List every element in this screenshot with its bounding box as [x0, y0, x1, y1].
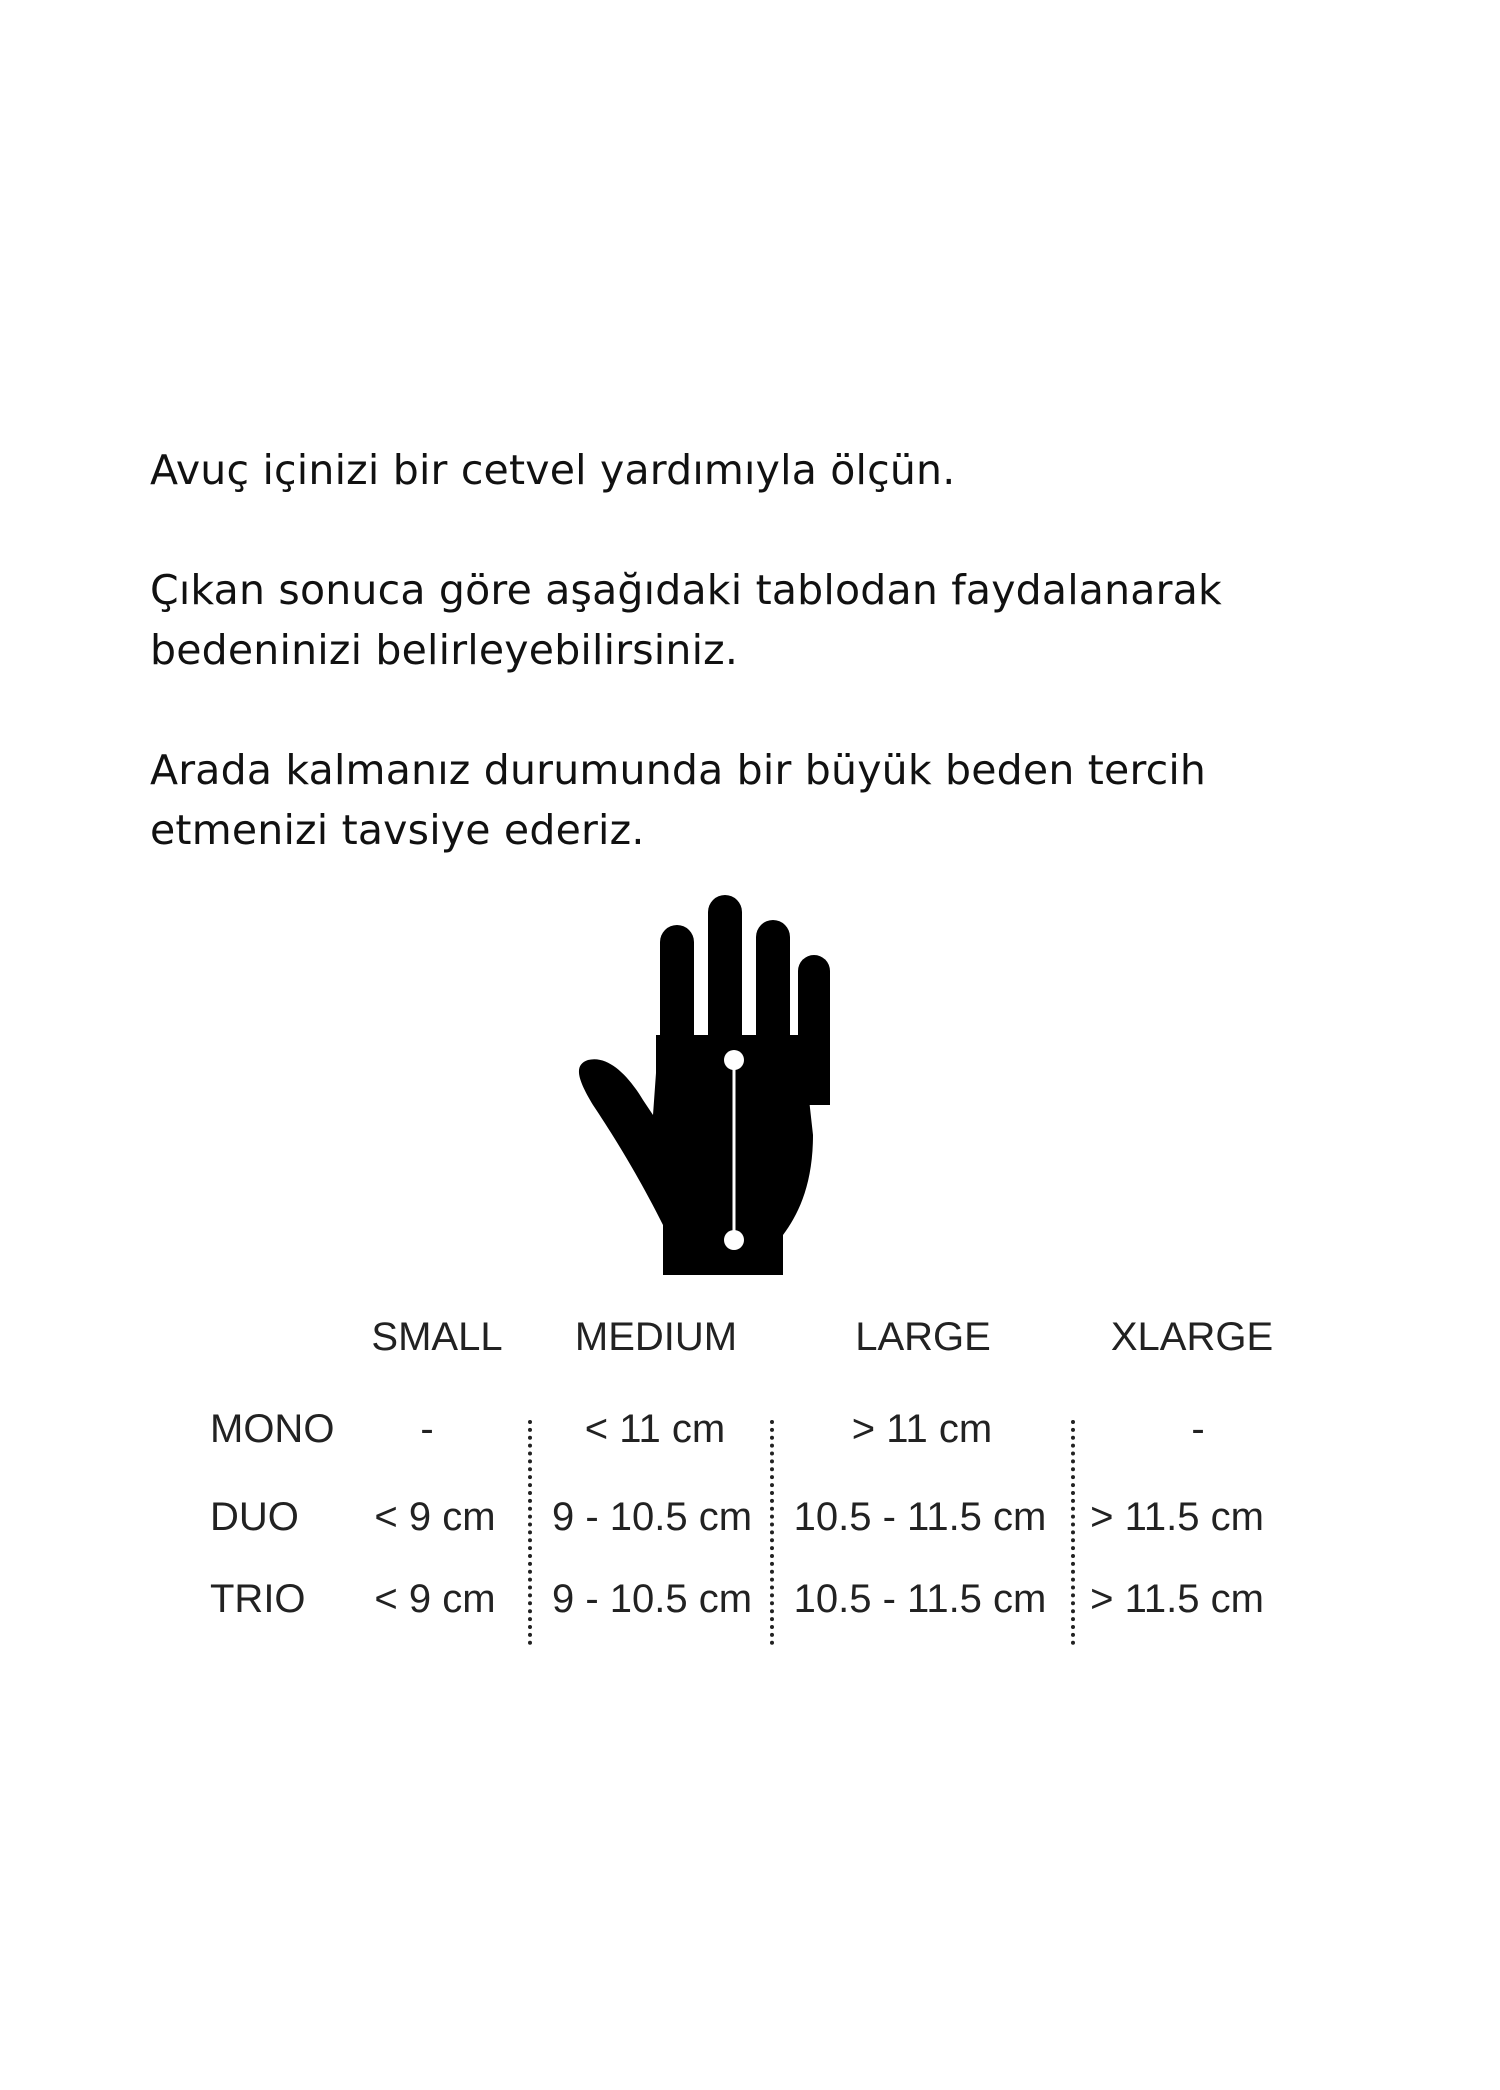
- column-divider: [528, 1420, 532, 1645]
- size-table: [190, 1315, 1320, 1655]
- table-cell: > 11 cm: [851, 1407, 993, 1451]
- column-header-small: SMALL: [371, 1315, 503, 1359]
- table-cell: 10.5 - 11.5 cm: [793, 1495, 1047, 1539]
- table-cell: 10.5 - 11.5 cm: [793, 1577, 1047, 1621]
- table-cell: < 9 cm: [374, 1495, 496, 1539]
- column-header-large: LARGE: [855, 1315, 991, 1359]
- row-label-duo: DUO: [210, 1495, 299, 1539]
- instruction-paragraph-2: [150, 560, 1222, 680]
- instruction-line: Çıkan sonuca göre aşağıdaki tablodan faydalanarak: [150, 566, 1222, 614]
- table-cell: 9 - 10.5 cm: [551, 1495, 753, 1539]
- instruction-line: etmenizi tavsiye ederiz.: [150, 806, 645, 854]
- table-cell: > 11.5 cm: [1090, 1577, 1264, 1621]
- column-divider: [1071, 1420, 1075, 1645]
- column-divider: [770, 1420, 774, 1645]
- instruction-line: Arada kalmanız durumunda bir büyük beden tercih: [150, 746, 1207, 794]
- hand-measure-icon: [568, 895, 868, 1275]
- table-cell: -: [1191, 1407, 1205, 1451]
- instruction-line: Avuç içinizi bir cetvel yardımıyla ölçün.: [150, 446, 956, 494]
- table-cell: -: [420, 1407, 434, 1451]
- column-header-medium: MEDIUM: [574, 1315, 738, 1359]
- column-header-xlarge: XLARGE: [1110, 1315, 1274, 1359]
- table-cell: < 11 cm: [584, 1407, 726, 1451]
- table-cell: > 11.5 cm: [1090, 1495, 1264, 1539]
- row-label-trio: TRIO: [210, 1577, 306, 1621]
- row-label-mono: MONO: [210, 1407, 335, 1451]
- instruction-paragraph-1: [150, 440, 955, 500]
- instruction-line: bedeninizi belirleyebilirsiniz.: [150, 626, 739, 674]
- table-cell: < 9 cm: [374, 1577, 496, 1621]
- instruction-paragraph-3: [150, 740, 1206, 860]
- table-cell: 9 - 10.5 cm: [551, 1577, 753, 1621]
